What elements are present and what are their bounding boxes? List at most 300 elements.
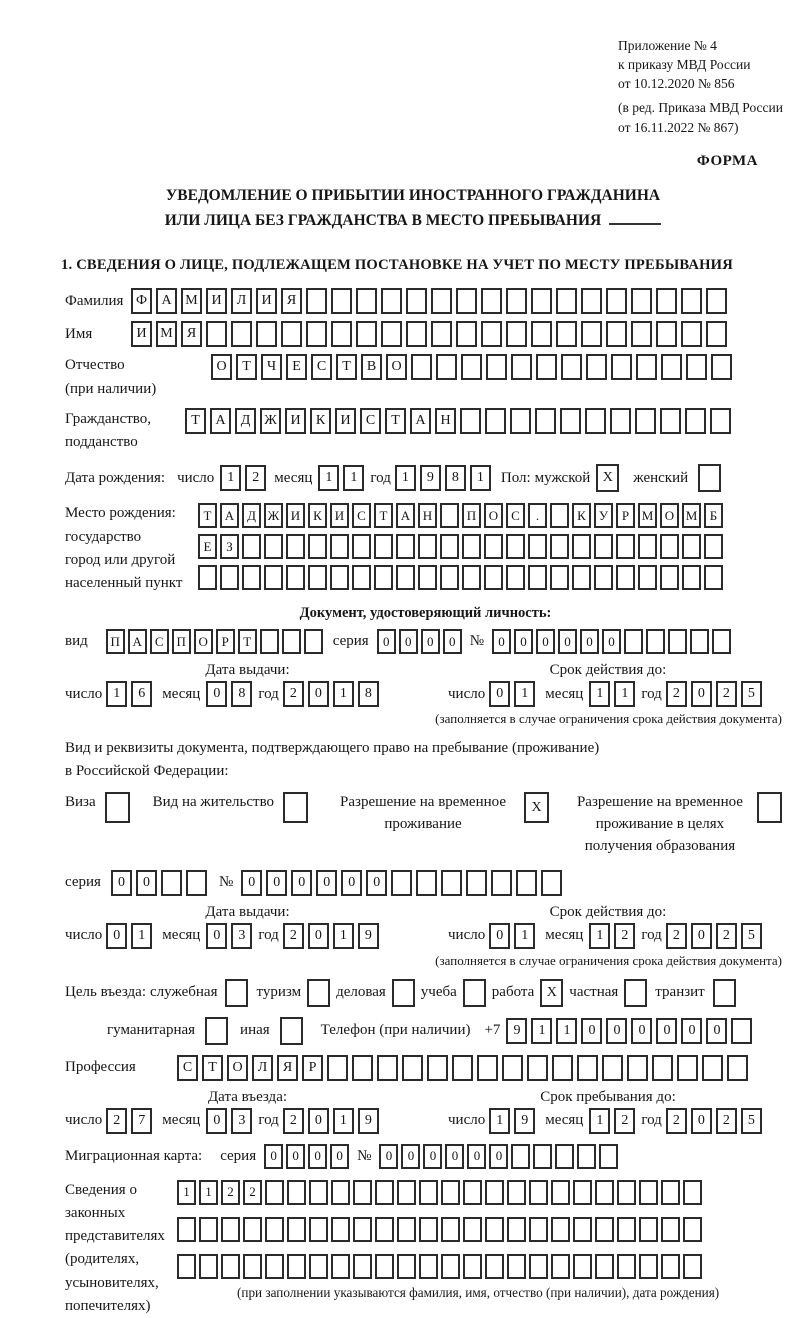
char-box: 0 [706,1018,727,1044]
char-box [331,321,352,347]
char-box [616,534,635,559]
char-box: Ф [131,288,152,314]
char-box [243,1254,262,1279]
char-box: И [131,321,152,347]
char-box [531,288,552,314]
char-box: 3 [231,923,252,949]
char-box [353,1254,372,1279]
char-box: 0 [316,870,337,896]
char-box: С [352,503,371,528]
char-box [352,565,371,590]
char-box: О [660,503,679,528]
char-box: П [462,503,481,528]
field-purpose: Цель въезда: служебная туризм деловая учеба работа X частная транзит [65,979,786,1007]
entry-date-headers: Дата въезда: Срок пребывания до: [207,1088,676,1105]
char-box [177,1217,196,1242]
char-box [711,354,732,380]
char-box [375,1254,394,1279]
char-box [402,1055,423,1081]
char-box [661,1180,680,1205]
char-box: И [330,503,349,528]
char-box [419,1217,438,1242]
char-box: 0 [602,629,621,654]
char-box [416,870,437,896]
option-temp-residence-education: Разрешение на временное проживание в целях получения образования [572,792,782,857]
char-box [661,1254,680,1279]
temp-residence-education-checkbox [757,792,782,823]
char-box [477,1055,498,1081]
char-box [287,1254,306,1279]
char-box: 0 [445,1144,464,1169]
char-box: М [181,288,202,314]
purpose-transit-checkbox [713,979,736,1007]
residence-doc-intro: Вид и реквизиты документа, подтверждающего право на пребывание (проживание) в Российской Федерации: [65,740,600,779]
char-box: 0 [264,1144,283,1169]
stay-day-boxes [489,1108,535,1134]
char-box [440,534,459,559]
char-box: 1 [589,1108,610,1134]
char-box [396,565,415,590]
char-box: Т [202,1055,223,1081]
char-box [646,629,665,654]
purpose-private-checkbox [624,979,647,1007]
char-box: 0 [467,1144,486,1169]
purpose-label: Цель въезда: [65,984,146,1001]
permit-issue-month-boxes [206,923,252,949]
char-box: С [311,354,332,380]
char-box [441,1217,460,1242]
section1-heading: 1. СВЕДЕНИЯ О ЛИЦЕ, ПОДЛЕЖАЩЕМ ПОСТАНОВКЕ НА УЧЕТ ПО МЕСТУ ПРЕБЫВАНИЯ [61,257,733,274]
char-box [419,1180,438,1205]
edition-line: (в ред. Приказа МВД России [618,100,783,116]
char-box: Р [302,1055,323,1081]
char-box: 1 [199,1180,218,1205]
char-box [419,1254,438,1279]
purpose-work-checkbox: X [540,979,563,1007]
char-box [550,503,569,528]
char-box [381,321,402,347]
id-issue-year-boxes [283,681,379,707]
char-box [533,1144,552,1169]
char-box [595,1217,614,1242]
char-box: Т [336,354,357,380]
char-box [624,629,643,654]
char-box [690,629,709,654]
char-box: 2 [716,1108,737,1134]
char-box: Л [231,288,252,314]
char-box: 1 [318,465,339,491]
char-box: 0 [421,629,440,654]
char-box [586,354,607,380]
char-box: Т [374,503,393,528]
char-box: У [594,503,613,528]
issue-date-header: Дата выдачи: [205,662,290,679]
id-issue-month-boxes [206,681,252,707]
id-doc-date-headers [65,662,786,679]
option-visa: Виза [65,792,130,823]
appendix-line: Приложение № 4 [618,38,717,53]
char-box [660,408,681,434]
char-box: И [256,288,277,314]
char-box: Р [616,503,635,528]
char-box: 0 [489,681,510,707]
char-box [594,534,613,559]
char-box: 1 [556,1018,577,1044]
char-box: 0 [580,629,599,654]
id-issue-day-boxes [106,681,152,707]
char-box: З [220,534,239,559]
char-box [529,1254,548,1279]
char-box [330,565,349,590]
char-box [639,1254,658,1279]
validity-note: (заполняется в случае ограничения срока действия документа) [435,952,782,968]
char-box [652,1055,673,1081]
char-box [683,1217,702,1242]
char-box [264,534,283,559]
char-box [485,1180,504,1205]
birth-year-boxes [395,465,491,491]
char-box: 0 [341,870,362,896]
entry-date: число 2 7 месяц 0 3 год 2 0 1 9 [65,1108,430,1134]
id-kind-label: вид [65,633,88,650]
char-box: 9 [514,1108,535,1134]
temp-residence-checkbox: X [524,792,549,823]
field-purpose-line2: гуманитарная иная Телефон (при наличии) +7 9 1 1 0 0 0 0 0 0 [107,1017,786,1045]
gender-male-checkbox: X [596,464,619,492]
char-box [660,565,679,590]
permit-issue-date: число 0 1 месяц 0 3 год 2 0 1 9 [65,923,430,949]
char-box [731,1018,752,1044]
char-box [352,1055,373,1081]
char-box: Ч [261,354,282,380]
char-box [573,1180,592,1205]
char-box [727,1055,748,1081]
char-box [309,1180,328,1205]
char-box: 2 [243,1180,262,1205]
char-box: К [308,503,327,528]
char-box [585,408,606,434]
appendix-block [618,36,800,137]
char-box: 0 [206,1108,227,1134]
char-box: А [210,408,231,434]
char-box: О [227,1055,248,1081]
char-box [286,534,305,559]
char-box: 1 [333,1108,354,1134]
purpose-business-checkbox [225,979,248,1007]
char-box: А [156,288,177,314]
char-box [638,534,657,559]
char-box: Д [235,408,256,434]
char-box: 3 [231,1108,252,1134]
char-box [668,629,687,654]
char-box [516,870,537,896]
char-box [573,1217,592,1242]
char-box [617,1254,636,1279]
entry-day-boxes [106,1108,152,1134]
char-box [677,1055,698,1081]
char-box [485,1254,504,1279]
char-box: 9 [358,1108,379,1134]
char-box [704,565,723,590]
char-box [186,870,207,896]
char-box: К [310,408,331,434]
char-box: 0 [691,681,712,707]
char-box: 0 [606,1018,627,1044]
entry-dates [65,1108,786,1134]
char-box [374,534,393,559]
char-box [511,354,532,380]
id-valid-month-boxes [589,681,635,707]
char-box: 0 [106,923,127,949]
id-doc-dates [65,681,786,707]
char-box [551,1254,570,1279]
char-box [353,1180,372,1205]
char-box: С [150,629,169,654]
id-number-label: № [469,633,484,650]
char-box [466,870,487,896]
char-box [306,288,327,314]
char-box [309,1254,328,1279]
char-box: 0 [401,1144,420,1169]
char-box [599,1144,618,1169]
char-box [602,1055,623,1081]
char-box: 2 [245,465,266,491]
char-box: 0 [379,1144,398,1169]
id-issue-date: число 1 6 месяц 0 8 год 2 0 1 8 [65,681,430,707]
char-box [221,1254,240,1279]
field-surname [65,288,786,314]
id-number-boxes [492,629,731,654]
char-box: Т [185,408,206,434]
char-box [606,321,627,347]
char-box: 0 [308,681,329,707]
char-box [702,1055,723,1081]
representatives-row-3 [177,1254,719,1279]
char-box [199,1217,218,1242]
char-box: 0 [286,1144,305,1169]
char-box [441,870,462,896]
char-box: 0 [489,923,510,949]
birth-place-label: Место рождения: государство город или другой населенный пункт [65,505,183,592]
char-box: Я [281,288,302,314]
char-box [682,534,701,559]
char-box: 0 [111,870,132,896]
char-box: А [396,503,415,528]
char-box [635,408,656,434]
purpose-commercial-checkbox [392,979,415,1007]
representatives-row-2 [177,1217,719,1242]
char-box: 8 [445,465,466,491]
char-box [639,1180,658,1205]
char-box: Я [277,1055,298,1081]
char-box [683,1254,702,1279]
char-box: 2 [106,1108,127,1134]
char-box: 0 [330,1144,349,1169]
char-box [381,288,402,314]
stay-month-boxes [589,1108,635,1134]
char-box: Т [385,408,406,434]
char-box [529,1217,548,1242]
char-box [506,288,527,314]
char-box: 0 [558,629,577,654]
char-box [396,534,415,559]
id-valid-day-boxes [489,681,535,707]
char-box [617,1217,636,1242]
char-box [330,534,349,559]
char-box [661,1217,680,1242]
char-box: 0 [206,923,227,949]
char-box [551,1180,570,1205]
permit-number-label: № [218,874,234,891]
field-citizenship [65,408,786,455]
edition-line: от 16.11.2022 № 867) [618,119,739,135]
char-box: И [285,408,306,434]
char-box: 0 [631,1018,652,1044]
char-box: 2 [614,1108,635,1134]
birth-date-label: Дата рождения: [65,469,166,486]
char-box [581,288,602,314]
gender-male-label: мужской [534,469,591,486]
char-box: 0 [536,629,555,654]
char-box [481,321,502,347]
id-series-label: серия [332,633,369,650]
char-box [685,408,706,434]
field-migration-card: Миграционная карта: серия 0 0 0 0 № 0 0 0 0 0 0 [65,1144,786,1169]
birth-place-row-2 [198,534,723,559]
page-title [40,184,786,234]
char-box [611,354,632,380]
char-box [462,534,481,559]
char-box: А [220,503,239,528]
char-box: Б [704,503,723,528]
char-box [460,408,481,434]
char-box: Е [198,534,217,559]
char-box [712,629,731,654]
stay-year-boxes [666,1108,762,1134]
char-box [536,354,557,380]
purpose-humanitarian-checkbox [205,1017,228,1045]
char-box [502,1055,523,1081]
char-box [308,534,327,559]
char-box [397,1180,416,1205]
char-box [528,565,547,590]
char-box: 0 [366,870,387,896]
char-box [551,1217,570,1242]
char-box: 1 [531,1018,552,1044]
field-birth-date [65,464,786,492]
char-box: 0 [489,1144,508,1169]
field-profession [65,1055,786,1081]
field-permit-series-number [65,870,786,896]
char-box [610,408,631,434]
char-box [550,565,569,590]
char-box: 0 [681,1018,702,1044]
char-box [681,321,702,347]
purpose-other-checkbox [280,1017,303,1045]
citizenship-boxes [185,408,731,434]
char-box: А [410,408,431,434]
char-box [331,1254,350,1279]
char-box: 1 [614,681,635,707]
title-line-1: УВЕДОМЛЕНИЕ О ПРИБЫТИИ ИНОСТРАННОГО ГРАЖДАНИНА [165,186,661,204]
title-line-2: ИЛИ ЛИЦА БЕЗ ГРАЖДАНСТВА В МЕСТО ПРЕБЫВАНИЯ [164,211,602,229]
char-box: П [172,629,191,654]
day-label: число [177,469,215,486]
appendix-line: от 10.12.2020 № 856 [618,76,735,92]
char-box: Ж [264,503,283,528]
char-box [573,1254,592,1279]
char-box [199,1254,218,1279]
field-patronymic [65,354,786,401]
char-box [440,503,459,528]
gender-female-checkbox [698,464,721,492]
char-box: 1 [343,465,364,491]
birth-place-boxes [198,502,723,590]
char-box [440,565,459,590]
char-box: 0 [656,1018,677,1044]
char-box [391,870,412,896]
char-box [260,629,279,654]
char-box: Ж [260,408,281,434]
representatives-row-1 [177,1180,719,1205]
char-box: 7 [131,1108,152,1134]
migration-card-label: Миграционная карта: [65,1147,203,1164]
blank-underline [609,211,661,225]
entry-year-boxes [283,1108,379,1134]
char-box: Л [252,1055,273,1081]
char-box [265,1254,284,1279]
char-box [682,565,701,590]
char-box [686,354,707,380]
char-box: К [572,503,591,528]
char-box [660,534,679,559]
char-box: 2 [666,681,687,707]
char-box [484,534,503,559]
char-box: 2 [666,923,687,949]
char-box [616,565,635,590]
char-box [221,1217,240,1242]
char-box [411,354,432,380]
permit-series-boxes [111,870,207,896]
char-box [377,1055,398,1081]
valid-until-header: Срок действия до: [549,662,667,679]
char-box [397,1217,416,1242]
char-box: 1 [589,923,610,949]
birth-place-row-3 [198,565,723,590]
char-box [282,629,301,654]
char-box [306,321,327,347]
char-box: Р [216,629,235,654]
char-box: Н [418,503,437,528]
char-box: 2 [283,1108,304,1134]
char-box [356,288,377,314]
field-given-name [65,321,786,347]
phone-label: Телефон (при наличии) [320,1022,471,1039]
char-box: 0 [206,681,227,707]
char-box [556,321,577,347]
migration-card-series-boxes [264,1144,349,1169]
char-box: 9 [420,465,441,491]
char-box [627,1055,648,1081]
char-box: 1 [589,681,610,707]
id-series-boxes [377,629,462,654]
char-box [431,288,452,314]
char-box [485,1217,504,1242]
char-box [636,354,657,380]
citizenship-label: Гражданство, подданство [65,410,152,451]
char-box: 0 [291,870,312,896]
char-box [242,534,261,559]
